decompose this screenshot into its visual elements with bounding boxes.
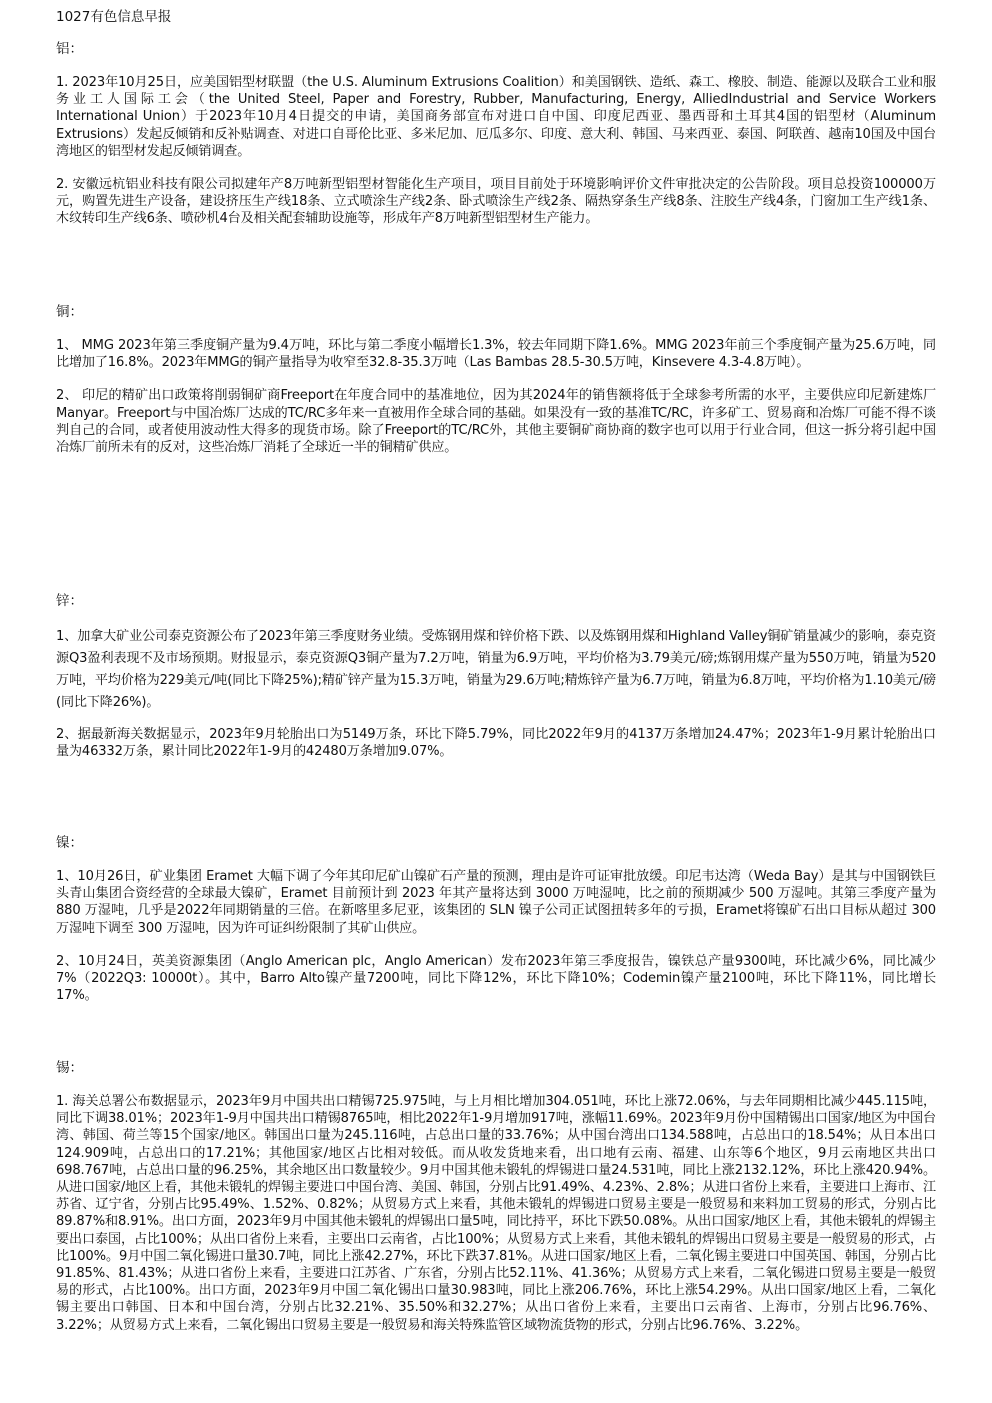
document-title: 1027有色信息早报 (56, 9, 172, 25)
paragraph-aluminum-1: 1. 2023年10月25日，应美国铝型材联盟（the U.S. Aluminum Extrusions Coalition）和美国钢铁、造纸、森工、橡胶、制造、能源以及联合工业和服务业工人国际工会（the United Steel, Paper and Forestry, Rubber, Manufacturing, Energy, AlliedIndustrial and Service Workers International Union）于2023年10月4日提交的申请，美国商务部宣布对进口自中国、印度尼西亚、墨西哥和土耳其4国的铝型材（Aluminum Extrusions）发起反倾销和反补贴调查、对进口自哥伦比亚、多米尼加、厄瓜多尔、印度、意大利、韩国、马来西亚、泰国、阿联酋、越南10国及中国台湾地区的铝型材发起反倾销调查。 (56, 75, 936, 159)
section-heading-tin: 锡： (56, 1060, 83, 1076)
paragraph-nickel-2: 2、10月24日，英美资源集团（Anglo American plc，Anglo American）发布2023年第三季度报告，镍铁总产量9300吨，环比减少6%，同比减少7%（2022Q3: 10000t）。其中，Barro Alto镍产量7200吨，同比下降12%，环比下降10%；Codemin镍产量2100吨，环比下降11%，同比增长17%。 (56, 953, 936, 1004)
section-heading-nickel: 镍： (56, 835, 83, 851)
paragraph-zinc-2: 2、据最新海关数据显示，2023年9月轮胎出口为5149万条，环比下降5.79%，同比2022年9月的4137万条增加24.47%；2023年1-9月累计轮胎出口量为46332万条，累计同比2022年1-9月的42480万条增加9.07%。 (56, 727, 936, 760)
section-heading-aluminum: 铝： (56, 41, 83, 57)
paragraph-copper-2: 2、 印尼的精矿出口政策将削弱铜矿商Freeport在年度合同中的基准地位，因为其2024年的销售额将低于全球参考所需的水平，主要供应印尼新建炼厂Manyar。Freeport与中国冶炼厂达成的TC/RC多年来一直被用作全球合同的基础。如果没有一致的基准TC/RC，许多矿工、贸易商和冶炼厂可能不得不谈判自己的合同，或者使用波动性大得多的现货市场。除了Freeport的TC/RC外，其他主要铜矿商协商的数字也可以用于行业合同，但这一拆分将引起中国冶炼厂前所未有的反对，这些冶炼厂消耗了全球近一半的铜精矿供应。 (56, 388, 936, 456)
paragraph-zinc-1: 1、加拿大矿业公司泰克资源公布了2023年第三季度财务业绩。受炼钢用煤和锌价格下跌、以及炼钢用煤和Highland Valley铜矿销量减少的影响，泰克资源Q3盈利表现不及市场预期。财报显示，泰克资源Q3铜产量为7.2万吨，销量为6.9万吨，平均价格为3.79美元/磅;炼钢用煤产量为550万吨，销量为520万吨，平均价格为229美元/吨(同比下降25%);精矿锌产量为15.3万吨，销量为29.6万吨;精炼锌产量为6.7万吨，销量为6.8万吨，平均价格为1.10美元/磅(同比下降26%)。 (56, 629, 936, 710)
section-heading-copper: 铜： (56, 304, 83, 320)
paragraph-copper-1: 1、 MMG 2023年第三季度铜产量为9.4万吨，环比与第二季度小幅增长1.3%，较去年同期下降1.6%。MMG 2023年前三个季度铜产量为25.6万吨，同比增加了16.8%。2023年MMG的铜产量指导为收窄至32.8-35.3万吨（Las Bambas 28.5-30.5万吨，Kinsevere 4.3-4.8万吨）。 (56, 338, 936, 371)
paragraph-aluminum-2: 2. 安徽远杭铝业科技有限公司拟建年产8万吨新型铝型材智能化生产项目，项目目前处于环境影响评价文件审批决定的公告阶段。项目总投资100000万元，购置先进生产设备，建设挤压生产线18条、立式喷涂生产线2条、卧式喷涂生产线2条、隔热穿条生产线8条、注胶生产线4条，门窗加工生产线1条、木纹转印生产线6条、喷砂机4台及相关配套辅助设施等，形成年产8万吨新型铝型材生产能力。 (56, 177, 936, 227)
section-aluminum (56, 41, 936, 228)
section-tin (56, 1060, 936, 1334)
paragraph-tin-1: 1. 海关总署公布数据显示，2023年9月中国共出口精锡725.975吨，与上月相比增加304.051吨，环比上涨72.06%，与去年同期相比减少445.115吨，同比下调38.01%；2023年1-9月中国共出口精锡8765吨，相比2022年1-9月增加917吨，涨幅11.69%。2023年9月份中国精锡出口国家/地区为中国台湾、韩国、荷兰等15个国家/地区。韩国出口量为245.116吨，占总出口量的33.76%；从中国台湾出口134.588吨，占总出口的18.54%；从日本出口124.909吨，占总出口的17.21%；其他国家/地区占比相对较低。而从收发货地来看，出口地有云南、福建、山东等6个地区，9月云南地区共出口698.767吨，占总出口量的96.25%，其余地区出口数量较少。9月中国其他未锻轧的焊锡进口量24.531吨，同比上涨2132.12%，环比上涨420.94%。从进口国家/地区上看，其他未锻轧的焊锡主要进口中国台湾、美国、韩国，分别占比91.49%、4.23%、2.8%；从进口省份上来看，主要进口上海市、江苏省、辽宁省，分别占比95.49%、1.52%、0.82%；从贸易方式上来看，其他未锻轧的焊锡进口贸易主要是一般贸易和来料加工贸易的形式，分别占比89.87%和8.91%。出口方面，2023年9月中国其他未锻轧的焊锡出口量5吨，同比持平，环比下跌50.08%。从出口国家/地区上看，其他未锻轧的焊锡主要出口泰国，占比100%；从出口省份上来看，主要出口云南省，占比100%；从贸易方式上来看，其他未锻轧的焊锡出口贸易主要是一般贸易的形式，占比100%。9月中国二氧化锡进口量30.7吨，同比上涨42.27%，环比下跌37.81%。从进口国家/地区上看，二氧化锡主要进口中国英国、韩国，分别占比91.85%、81.43%；从进口省份上来看，主要进口江苏省、广东省，分别占比52.11%、41.36%；从贸易方式上来看，二氧化锡进口贸易主要是一般贸易的形式，占比100%。出口方面，2023年9月中国二氧化锡出口量30.983吨，同比上涨206.76%，环比上涨54.29%。从出口国家/地区上看，二氧化锡主要出口韩国、日本和中国台湾，分别占比32.21%、35.50%和32.27%；从出口省份上来看，主要出口云南省、上海市，分别占比96.76%、3.22%；从贸易方式上来看，二氧化锡出口贸易主要是一般贸易和海关特殊监管区域物流货物的形式，分别占比96.76%、3.22%。 (56, 1094, 936, 1333)
section-copper (56, 304, 936, 456)
section-nickel (56, 835, 936, 1004)
section-zinc (56, 593, 936, 760)
section-heading-zinc: 锌： (56, 593, 83, 609)
paragraph-nickel-1: 1、10月26日，矿业集团 Eramet 大幅下调了今年其印尼矿山镍矿石产量的预测，理由是许可证审批放缓。印尼韦达湾（Weda Bay）是其与中国钢铁巨头青山集团合资经营的全球最大镍矿，Eramet 目前预计到 2023 年其产量将达到 3000 万吨湿吨，比之前的预期减少 500 万湿吨。其第三季度产量为 880 万湿吨，几乎是2022年同期销量的三倍。在新喀里多尼亚，该集团的 SLN 镍子公司正试图扭转多年的亏损，Eramet将镍矿石出口目标从超过 300 万湿吨下调至 300 万湿吨，因为许可证纠纷限制了其矿山供应。 (56, 869, 936, 936)
